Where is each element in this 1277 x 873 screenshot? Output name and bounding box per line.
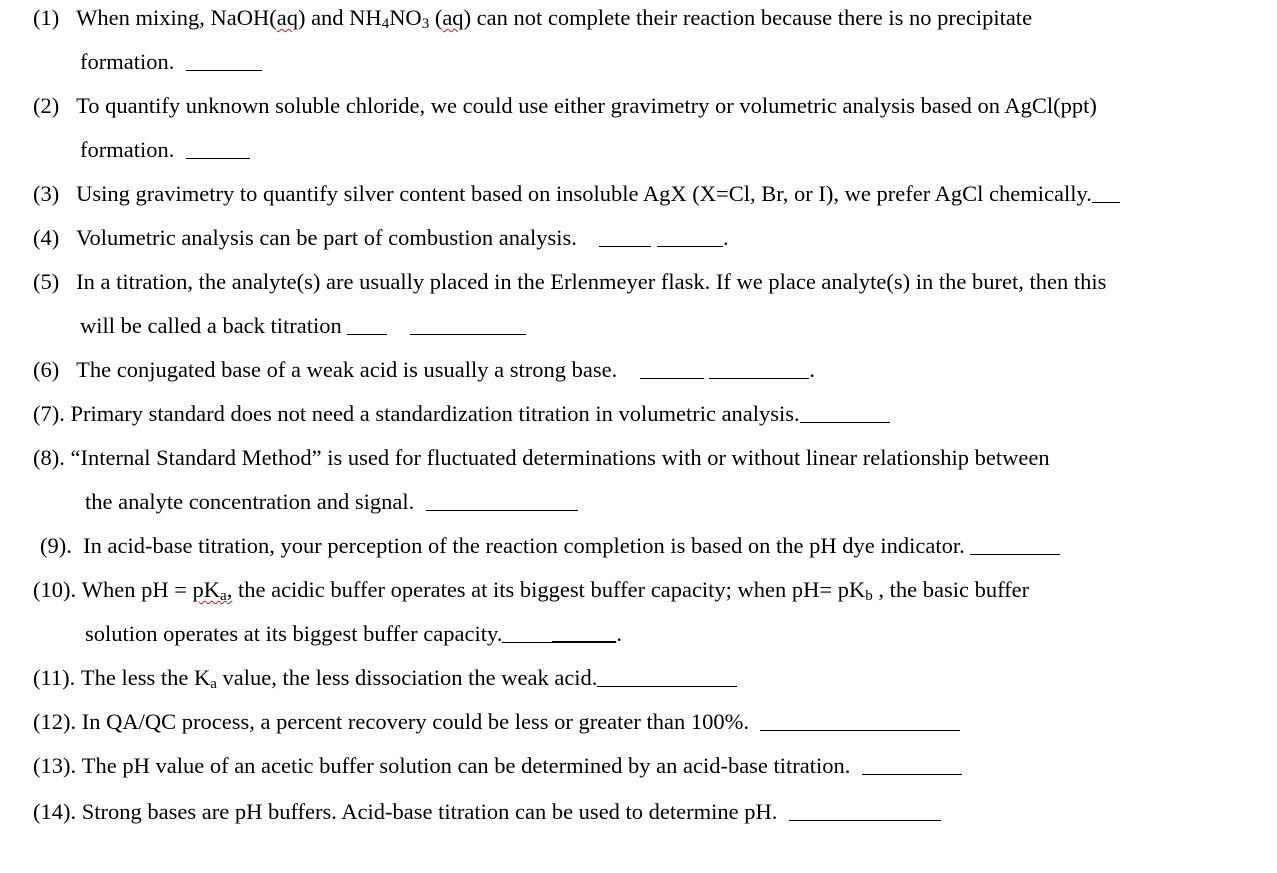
- answer-blank[interactable]: [657, 245, 723, 247]
- spellcheck-word: aq: [442, 5, 464, 30]
- item-number: (9).: [40, 533, 72, 558]
- statement-text: solution operates at its biggest buffer capacity.: [85, 621, 503, 646]
- statement-text: The pH value of an acetic buffer solution can be determined by an acid-base titration.: [81, 753, 851, 778]
- answer-blank[interactable]: [410, 333, 526, 335]
- answer-blank[interactable]: [426, 509, 578, 511]
- statement-text: NO: [389, 5, 422, 30]
- item-number: (1): [33, 5, 60, 30]
- statement-3: [33, 180, 1120, 208]
- statement-text: (: [429, 5, 443, 30]
- answer-blank[interactable]: [552, 640, 616, 643]
- statement-text: When pH =: [81, 577, 193, 602]
- statement-14: [33, 798, 941, 826]
- statement-5: [33, 268, 1106, 296]
- statement-1-cont: [80, 48, 262, 76]
- statement-text: Volumetric analysis can be part of combustion analysis.: [76, 225, 577, 250]
- statement-text: will be called a back titration: [80, 313, 342, 338]
- statement-6: [33, 356, 815, 384]
- subscript: 3: [421, 16, 430, 32]
- statement-text: To quantify unknown soluble chloride, we could use either gravimetry or volumetric analysis based on AgCl(ppt): [76, 93, 1097, 118]
- answer-blank[interactable]: [599, 245, 651, 247]
- statement-text: The less the K: [80, 665, 211, 690]
- answer-blank[interactable]: [760, 729, 960, 731]
- item-number: (13).: [33, 753, 77, 778]
- statement-2-cont: [80, 136, 250, 164]
- statement-text: ) and NH: [297, 5, 382, 30]
- answer-blank[interactable]: [502, 641, 552, 643]
- item-number: (2): [33, 93, 60, 118]
- statement-9: [40, 532, 1060, 560]
- answer-blank[interactable]: [1092, 201, 1120, 203]
- pka-symbol: pK: [192, 577, 221, 602]
- item-number: (5): [33, 269, 60, 294]
- statement-text: In QA/QC process, a percent recovery could be less or greater than 100%.: [81, 709, 750, 734]
- subscript: 4: [381, 16, 390, 32]
- answer-blank[interactable]: [789, 819, 941, 821]
- item-number: (8).: [33, 445, 65, 470]
- statement-text: Using gravimetry to quantify silver content based on insoluble AgX (X=Cl, Br, or I), we prefer AgCl chemically.: [76, 181, 1092, 206]
- statement-12: [33, 708, 960, 736]
- statement-text: In acid-base titration, your perception of the reaction completion is based on the pH dye indicator.: [83, 533, 965, 558]
- statement-5-cont: [80, 312, 526, 340]
- item-number: (11).: [33, 665, 76, 690]
- statement-text: value, the less dissociation the weak acid.: [216, 665, 598, 690]
- item-number: (4): [33, 225, 60, 250]
- period: .: [722, 225, 729, 250]
- subscript: a: [220, 588, 227, 604]
- statement-10: [33, 576, 1029, 604]
- grammar-mark: ,: [226, 577, 233, 602]
- statement-text: formation.: [80, 49, 175, 74]
- statement-text: The conjugated base of a weak acid is usually a strong base.: [76, 357, 618, 382]
- item-number: (14).: [33, 799, 77, 824]
- answer-blank[interactable]: [970, 553, 1060, 555]
- answer-blank[interactable]: [186, 69, 262, 71]
- item-number: (6): [33, 357, 60, 382]
- answer-blank[interactable]: [347, 333, 387, 335]
- item-number: (10).: [33, 577, 77, 602]
- statement-text: Strong bases are pH buffers. Acid-base titration can be used to determine pH.: [81, 799, 778, 824]
- statement-11: [33, 664, 737, 692]
- spellcheck-word: [193, 577, 227, 602]
- statement-8: [33, 444, 1050, 472]
- subscript: b: [865, 588, 873, 604]
- answer-blank[interactable]: [597, 685, 737, 687]
- period: .: [616, 621, 623, 646]
- answer-blank[interactable]: [640, 377, 704, 379]
- statement-text: the analyte concentration and signal.: [85, 489, 415, 514]
- answer-blank[interactable]: [800, 421, 890, 423]
- period: .: [809, 357, 815, 382]
- statement-text: , the basic buffer: [872, 577, 1030, 602]
- statement-text: formation.: [80, 137, 175, 162]
- item-number: (12).: [33, 709, 77, 734]
- spellcheck-word: aq: [276, 5, 298, 30]
- statement-7: [33, 400, 890, 428]
- answer-blank[interactable]: [709, 377, 809, 379]
- statement-text: “Internal Standard Method” is used for fluctuated determinations with or without linear relationship between: [70, 445, 1050, 470]
- statement-8-cont: [85, 488, 578, 516]
- statement-text: Primary standard does not need a standardization titration in volumetric analysis.: [70, 401, 800, 426]
- statement-text: In a titration, the analyte(s) are usually placed in the Erlenmeyer flask. If we place analyte(s) in the buret, then this: [76, 269, 1107, 294]
- statement-text: When mixing, NaOH(: [76, 5, 277, 30]
- statement-10-cont: [85, 620, 622, 648]
- item-number: (7).: [33, 401, 65, 426]
- statement-text: ) can not complete their reaction because there is no precipitate: [463, 5, 1033, 30]
- statement-2: [33, 92, 1097, 120]
- statement-4: [33, 224, 729, 252]
- item-number: (3): [33, 181, 60, 206]
- statement-13: [33, 752, 962, 780]
- subscript: a: [210, 676, 217, 692]
- answer-blank[interactable]: [862, 773, 962, 775]
- statement-text: the acidic buffer operates at its biggest buffer capacity; when pH= pK: [232, 577, 866, 602]
- answer-blank[interactable]: [186, 157, 250, 159]
- statement-1: [33, 4, 1032, 32]
